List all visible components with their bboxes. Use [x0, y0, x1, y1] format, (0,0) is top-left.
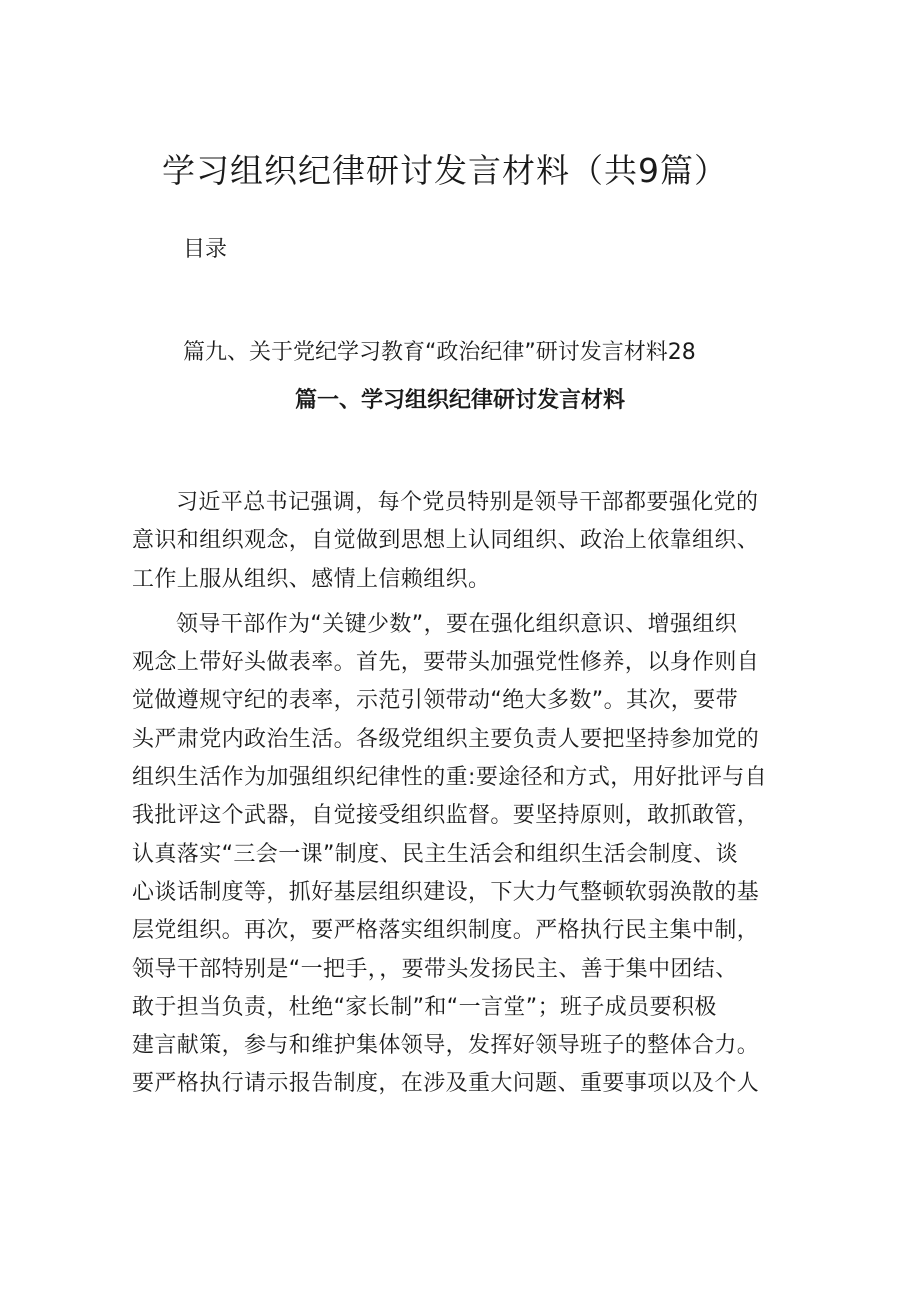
toc-entry[interactable]: 篇九、关于党纪学习教育“政治纪律”研讨发言材料28 [183, 340, 696, 365]
body-text [132, 484, 812, 1104]
paragraph-gap [132, 599, 812, 606]
section-heading: 篇一、学习组织纪律研讨发言材料 [294, 388, 625, 413]
paragraph-line: 觉做遵规守纪的表率，示范引领带动“绝大多数”。其次，要带 [132, 688, 738, 714]
document-title: 学习组织纪律研讨发言材料（共9篇） [162, 151, 728, 190]
paragraph-line: 头严肃党内政治生活。各级党组织主要负责人要把坚持参加党的 [132, 726, 760, 752]
toc-heading: 目录 [183, 237, 228, 262]
paragraph-line: 领导干部作为“关键少数”，要在强化组织意识、增强组织 [176, 611, 738, 637]
paragraph-line: 观念上带好头做表率。首先，要带头加强党性修养，以身作则自 [132, 650, 760, 676]
paragraph-line: 意识和组织观念，自觉做到思想上认同组织、政治上依靠组织、 [132, 528, 760, 554]
paragraph-1 [132, 484, 812, 599]
paragraph-line: 建言献策，参与和维护集体领导，发挥好领导班子的整体合力。 [132, 1033, 760, 1059]
paragraph-line: 工作上服从组织、感情上信赖组织。 [132, 566, 491, 592]
paragraph-line: 领导干部特别是“一把手，，要带头发扬民主、善于集中团结、 [132, 956, 738, 982]
paragraph-2 [132, 606, 812, 1104]
paragraph-line: 心谈话制度等，抓好基层组织建设，下大力气整顿软弱涣散的基 [132, 879, 760, 905]
paragraph-line: 认真落实“三会一课”制度、民主生活会和组织生活会制度、谈 [132, 841, 738, 867]
paragraph-line: 要严格执行请示报告制度，在涉及重大问题、重要事项以及个人 [132, 1071, 760, 1097]
paragraph-line: 层党组织。再次，要严格落实组织制度。严格执行民主集中制， [132, 918, 760, 944]
paragraph-line: 习近平总书记强调，每个党员特别是领导干部都要强化党的 [176, 490, 759, 515]
paragraph-line: 我批评这个武器，自觉接受组织监督。要坚持原则，敢抓敢管， [132, 803, 760, 829]
paragraph-line: 组织生活作为加强组织纪律性的重:要途径和方式，用好批评与自 [132, 765, 768, 791]
paragraph-line: 敢于担当负责，杜绝“家长制”和“一言堂”；班子成员要积极 [132, 994, 717, 1020]
